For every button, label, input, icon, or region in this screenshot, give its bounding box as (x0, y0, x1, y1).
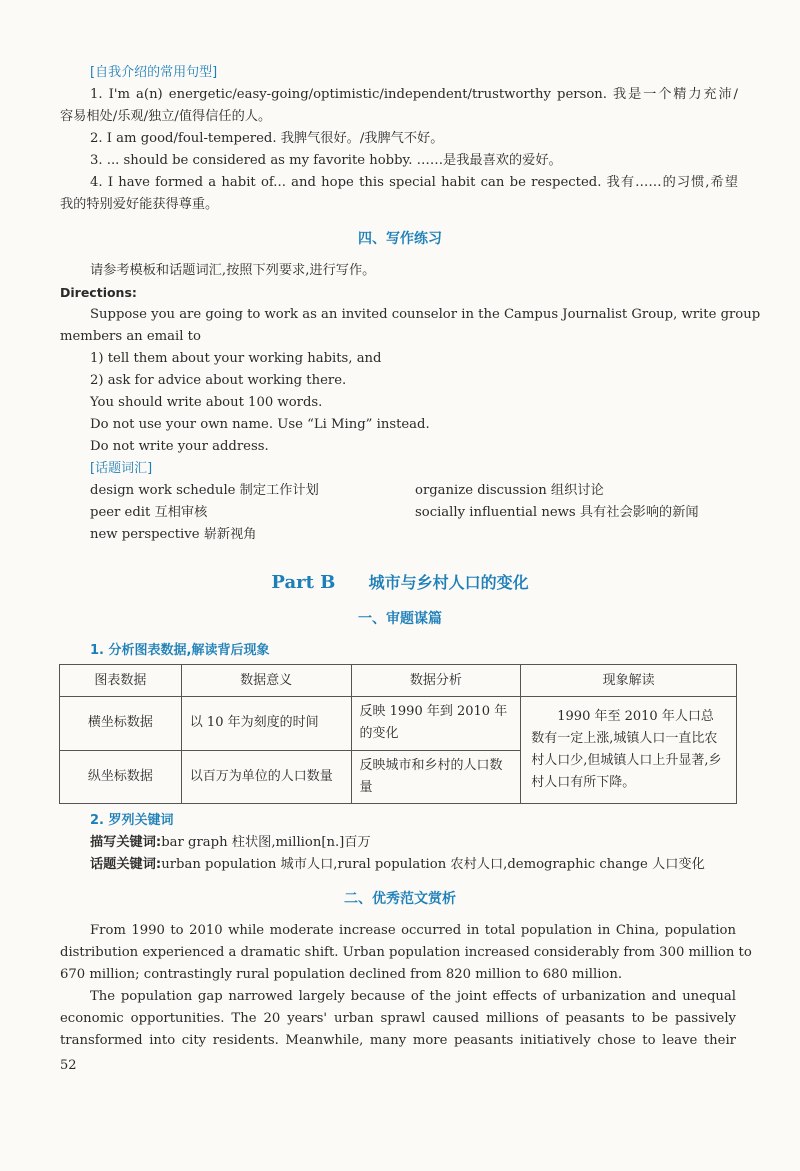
table-cell: 反映 1990 年到 2010 年的变化 (351, 697, 521, 751)
writing-prompt: 请参考模板和话题词汇,按照下列要求,进行写作。 (90, 263, 376, 278)
task-point-2: 2) ask for advice about working there. (90, 373, 347, 388)
intro-item-1-cont: 容易相处/乐观/独立/值得信任的人。 (60, 109, 272, 124)
essay-line: The population gap narrowed largely because of the joint effects of urbanization and unequal (90, 989, 736, 1004)
intro-item-4-cont: 我的特别爱好能获得尊重。 (60, 197, 219, 212)
essay-line: From 1990 to 2010 while moderate increase occurred in total population in China, population (90, 923, 736, 938)
note-word-count: You should write about 100 words. (90, 395, 323, 410)
table-cell: 纵坐标数据 (60, 750, 182, 804)
table-header: 图表数据 (60, 665, 182, 697)
vocab-item: new perspective 崭新视角 (90, 527, 257, 542)
essay-line: economic opportunities. The 20 years' urban sprawl caused millions of peasants to be passively (60, 1011, 736, 1026)
vocab-item: design work schedule 制定工作计划 (90, 483, 319, 498)
interpretation-cell: 1990 年至 2010 年人口总数有一定上涨,城镇人口一直比农村人口少,但城镇人口上升显著,乡村人口有所下降。 (521, 697, 737, 804)
essay-line: 670 million; contrastingly rural population declined from 820 million to 680 million. (60, 967, 623, 982)
topic-keywords-text: urban population 城市人口,rural population 农村人口,demographic change 人口变化 (161, 857, 705, 872)
sub-heading-1: 1. 分析图表数据,解读背后现象 (90, 643, 270, 658)
table-cell: 以百万为单位的人口数量 (181, 750, 351, 804)
intro-item-4: 4. I have formed a habit of... and hope this special habit can be respected. 我有……的习惯,希望 (90, 175, 738, 190)
analysis-table (59, 664, 737, 804)
directions-label: Directions: (60, 285, 137, 300)
sub-heading-2: 2. 罗列关键词 (90, 813, 174, 828)
task-text-cont: members an email to (60, 329, 201, 344)
table-cell: 以 10 年为刻度的时间 (181, 697, 351, 751)
essay-line: distribution experienced a dramatic shift. Urban population increased considerably from 300 million to (60, 945, 752, 960)
topic-keywords (90, 854, 705, 876)
essay-line: transformed into city residents. Meanwhile, many more peasants initiatively chose to leave their (60, 1033, 736, 1048)
task-point-1: 1) tell them about your working habits, and (90, 351, 382, 366)
table-cell: 反映城市和乡村的人口数量 (351, 750, 521, 804)
table-header: 数据意义 (181, 665, 351, 697)
part-b-heading (0, 570, 800, 593)
description-keywords (90, 832, 371, 854)
part-b-label: Part B (271, 572, 336, 593)
note-address: Do not write your address. (90, 439, 269, 454)
note-name: Do not use your own name. Use “Li Ming” instead. (90, 417, 430, 432)
intro-item-3: 3. ... should be considered as my favorite hobby. ……是我最喜欢的爱好。 (90, 153, 562, 168)
table-cell: 横坐标数据 (60, 697, 182, 751)
intro-item-1: 1. I'm a(n) energetic/easy-going/optimistic/independent/trustworthy person. 我是一个精力充沛/ (90, 87, 738, 102)
vocab-item: socially influential news 具有社会影响的新闻 (415, 505, 699, 520)
part-b-title: 城市与乡村人口的变化 (368, 573, 529, 592)
section-1-title: 一、审题谋篇 (358, 611, 442, 627)
page-number: 52 (60, 1058, 77, 1073)
topic-keywords-label: 话题关键词: (90, 857, 162, 872)
section-2-title: 二、优秀范文赏析 (344, 891, 456, 907)
intro-heading: [自我介绍的常用句型] (90, 65, 218, 80)
table-header: 数据分析 (351, 665, 521, 697)
description-keywords-text: bar graph 柱状图,million[n.]百万 (161, 835, 371, 850)
intro-item-2: 2. I am good/foul-tempered. 我脾气很好。/我脾气不好。 (90, 131, 444, 146)
table-header-row (60, 665, 737, 697)
table-header: 现象解读 (521, 665, 737, 697)
vocab-item: organize discussion 组织讨论 (415, 483, 604, 498)
description-keywords-label: 描写关键词: (90, 835, 162, 850)
vocab-heading: [话题词汇] (90, 461, 153, 476)
vocab-item: peer edit 互相审核 (90, 505, 208, 520)
task-text: Suppose you are going to work as an invited counselor in the Campus Journalist Group, write group (90, 307, 761, 322)
table-row (60, 697, 737, 751)
writing-title: 四、写作练习 (358, 231, 442, 247)
